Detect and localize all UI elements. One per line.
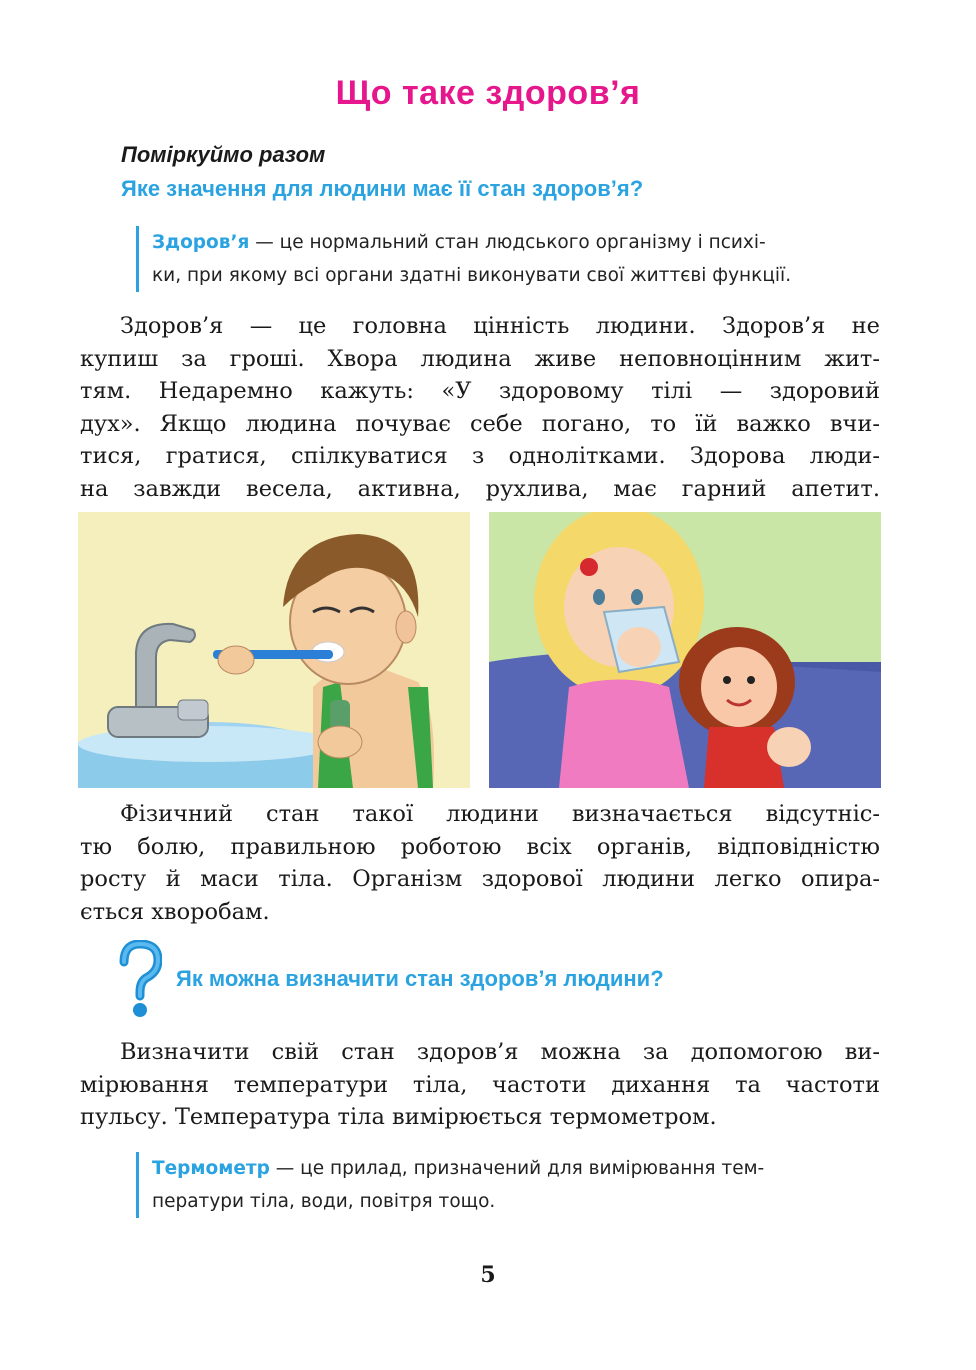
boy-brushing-teeth-illustration [78, 512, 470, 788]
paragraph-measurement [80, 1036, 880, 1134]
question-mark-icon [118, 940, 162, 1020]
page-title: Що таке здоров’я [335, 74, 641, 112]
section-heading: Поміркуймо разом [121, 142, 326, 167]
paragraph-line: Визначити свій стан здоров’я можна за допомогою ви- [120, 1039, 880, 1065]
paragraph-physical-state [80, 798, 880, 928]
question-heading: Як можна визначити стан здоров’я людини? [176, 966, 664, 991]
definition-term: Здоров’я [152, 232, 250, 253]
definition-health [136, 226, 791, 292]
paragraph-line: тися, гратися, спілкуватися з однолітками. Здорова люди- [80, 443, 880, 469]
definition-term: Термометр [152, 1158, 270, 1179]
paragraph-line: мірювання температури тіла, частоти дихання та частоти [80, 1071, 880, 1098]
paragraph-line: росту й маси тіла. Організм здорової людини легко опира- [80, 866, 880, 892]
definition-text-line1: — це нормальний стан людського організму і психі- [249, 232, 766, 253]
definition-text-line2: ператури тіла, води, повітря тощо. [152, 1191, 496, 1212]
paragraph-line: на завжди весела, активна, рухлива, має гарний апетит. [80, 475, 880, 502]
page-number: 5 [480, 1262, 496, 1288]
definition-thermometer [136, 1152, 764, 1218]
paragraph-line: тям. Недаремно кажуть: «У здоровому тілі — здоровий [80, 378, 880, 404]
paragraph-line: дух». Якщо людина почуває себе погано, то їй важко вчи- [80, 410, 880, 437]
paragraph-line: Здоров’я — це головна цінність людини. Здоров’я не [120, 313, 880, 339]
paragraph-line: купиш за гроші. Хвора людина живе неповноцінним жит- [80, 345, 880, 372]
sick-girl-with-doll-illustration [489, 512, 881, 788]
paragraph-health-value [80, 310, 880, 505]
definition-text-line1: — це прилад, призначений для вимірювання тем- [269, 1158, 765, 1179]
paragraph-line: Фізичний стан такої людини визначається відсутніс- [120, 801, 880, 827]
paragraph-line: пульсу. Температура тіла вимірюється термометром. [80, 1104, 717, 1130]
definition-text-line2: ки, при якому всі органи здатні виконувати свої життєві функції. [152, 265, 792, 286]
section-question: Яке значення для людини має її стан здоров’я? [121, 176, 644, 201]
paragraph-line: ється хворобам. [80, 898, 270, 925]
paragraph-line: тю болю, правильною роботою всіх органів, відповідністю [80, 833, 880, 860]
